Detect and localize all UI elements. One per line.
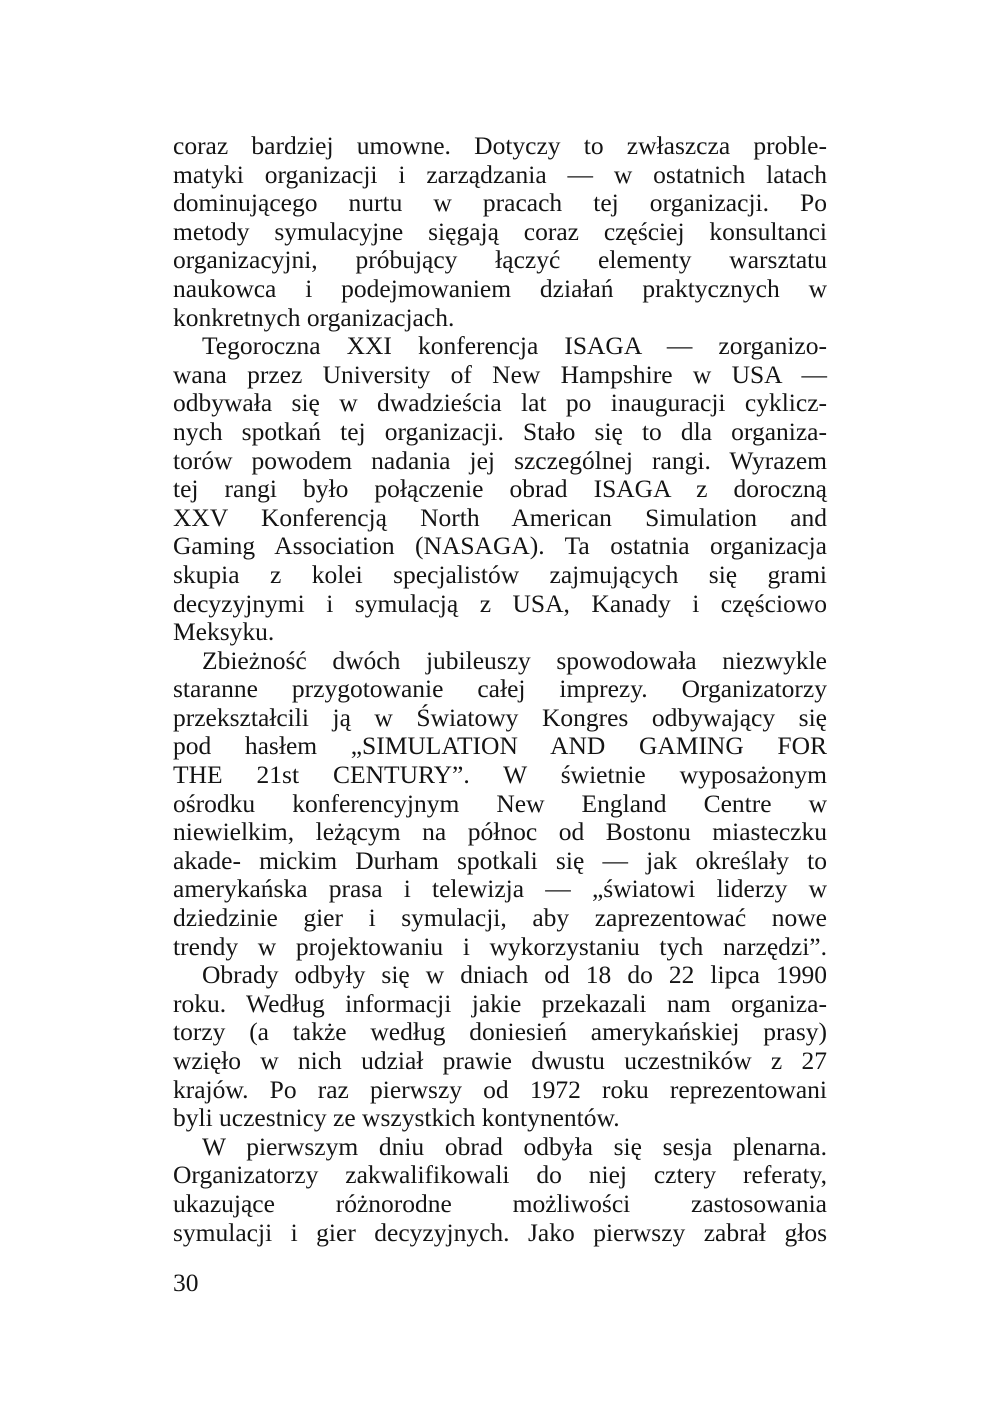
text-line: Zbieżność dwóch jubileuszy spowodowała niezwykle: [202, 645, 827, 675]
page-body: [173, 132, 827, 1247]
page-number: 30: [173, 1268, 199, 1297]
text-line: tej rangi było połączenie obrad ISAGA z doroczną: [173, 474, 827, 504]
paragraph: [173, 132, 827, 332]
text-line: wana przez University of New Hampshire w USA —: [173, 359, 827, 389]
text-line: Gaming Association (NASAGA). Ta ostatnia organizacja: [173, 531, 827, 561]
text-line: Tegoroczna XXI konferencja ISAGA — zorganizo-: [202, 331, 827, 361]
text-line: ukazujące różnorodne możliwości zastosowania: [173, 1188, 827, 1218]
text-line: Organizatorzy zakwalifikowali do niej cztery referaty,: [173, 1160, 827, 1190]
text-line: nych spotkań tej organizacji. Stało się to dla organiza-: [173, 416, 827, 446]
text-line: XXV Konferencją North American Simulation and: [173, 502, 827, 532]
text-line: dziedzinie gier i symulacji, aby zaprezentować nowe: [173, 903, 827, 933]
text-line: amerykańska prasa i telewizja — „światowi liderzy w: [173, 874, 827, 904]
text-line: roku. Według informacji jakie przekazali nam organiza-: [173, 988, 827, 1018]
text-line: skupia z kolei specjalistów zajmujących się grami: [173, 559, 827, 589]
text-line: naukowca i podejmowaniem działań praktycznych w: [173, 273, 827, 303]
text-line: dominującego nurtu w pracach tej organizacji. Po: [173, 188, 827, 218]
text-line: THE 21st CENTURY”. W świetnie wyposażonym: [173, 760, 827, 790]
text-line: organizacyjni, próbujący łączyć elementy warsztatu: [173, 245, 827, 275]
text-line: trendy w projektowaniu i wykorzystaniu tych narzędzi”.: [173, 931, 827, 961]
text-line: staranne przygotowanie całej imprezy. Organizatorzy: [173, 674, 827, 704]
text-line: ośrodku konferencyjnym New England Centre w: [173, 788, 827, 818]
text-line: matyki organizacji i zarządzania — w ostatnich latach: [173, 159, 827, 189]
text-line: torzy (a także według doniesień amerykańskiej prasy): [173, 1017, 827, 1047]
text-line: Obrady odbyły się w dniach od 18 do 22 lipca 1990: [202, 960, 827, 990]
text-line: byli uczestnicy ze wszystkich kontynentów.: [173, 1103, 620, 1133]
text-line: wzięło w nich udział prawie dwustu uczestników z 27: [173, 1046, 827, 1075]
text-line: W pierwszym dniu obrad odbyła się sesja plenarna.: [202, 1131, 827, 1161]
text-line: odbywała się w dwadzieścia lat po inauguracji cyklicz-: [173, 388, 827, 418]
paragraph: [173, 647, 827, 962]
text-line: decyzyjnymi i symulacją z USA, Kanady i częściowo: [173, 588, 827, 618]
text-line: coraz bardziej umowne. Dotyczy to zwłaszcza proble-: [173, 131, 827, 160]
text-line: konkretnych organizacjach.: [173, 302, 455, 332]
text-line: metody symulacyjne sięgają coraz częściej konsultanci: [173, 216, 827, 246]
text-line: symulacji i gier decyzyjnych. Jako pierwszy zabrał głos: [173, 1217, 827, 1247]
paragraph: [173, 332, 827, 647]
paragraph: [173, 1133, 827, 1247]
text-line: przekształcili ją w Światowy Kongres odbywający się: [173, 702, 827, 732]
text-line: akade- mickim Durham spotkali się — jak określały to: [173, 845, 827, 875]
text-line: Meksyku.: [173, 617, 275, 647]
text-line: krajów. Po raz pierwszy od 1972 roku reprezentowani: [173, 1074, 827, 1104]
text-line: torów powodem nadania jej szczególnej rangi. Wyrazem: [173, 445, 827, 475]
text-line: pod hasłem „SIMULATION AND GAMING FOR: [173, 731, 827, 761]
text-line: niewielkim, leżącym na północ od Bostonu miasteczku: [173, 817, 827, 847]
paragraph: [173, 961, 827, 1133]
